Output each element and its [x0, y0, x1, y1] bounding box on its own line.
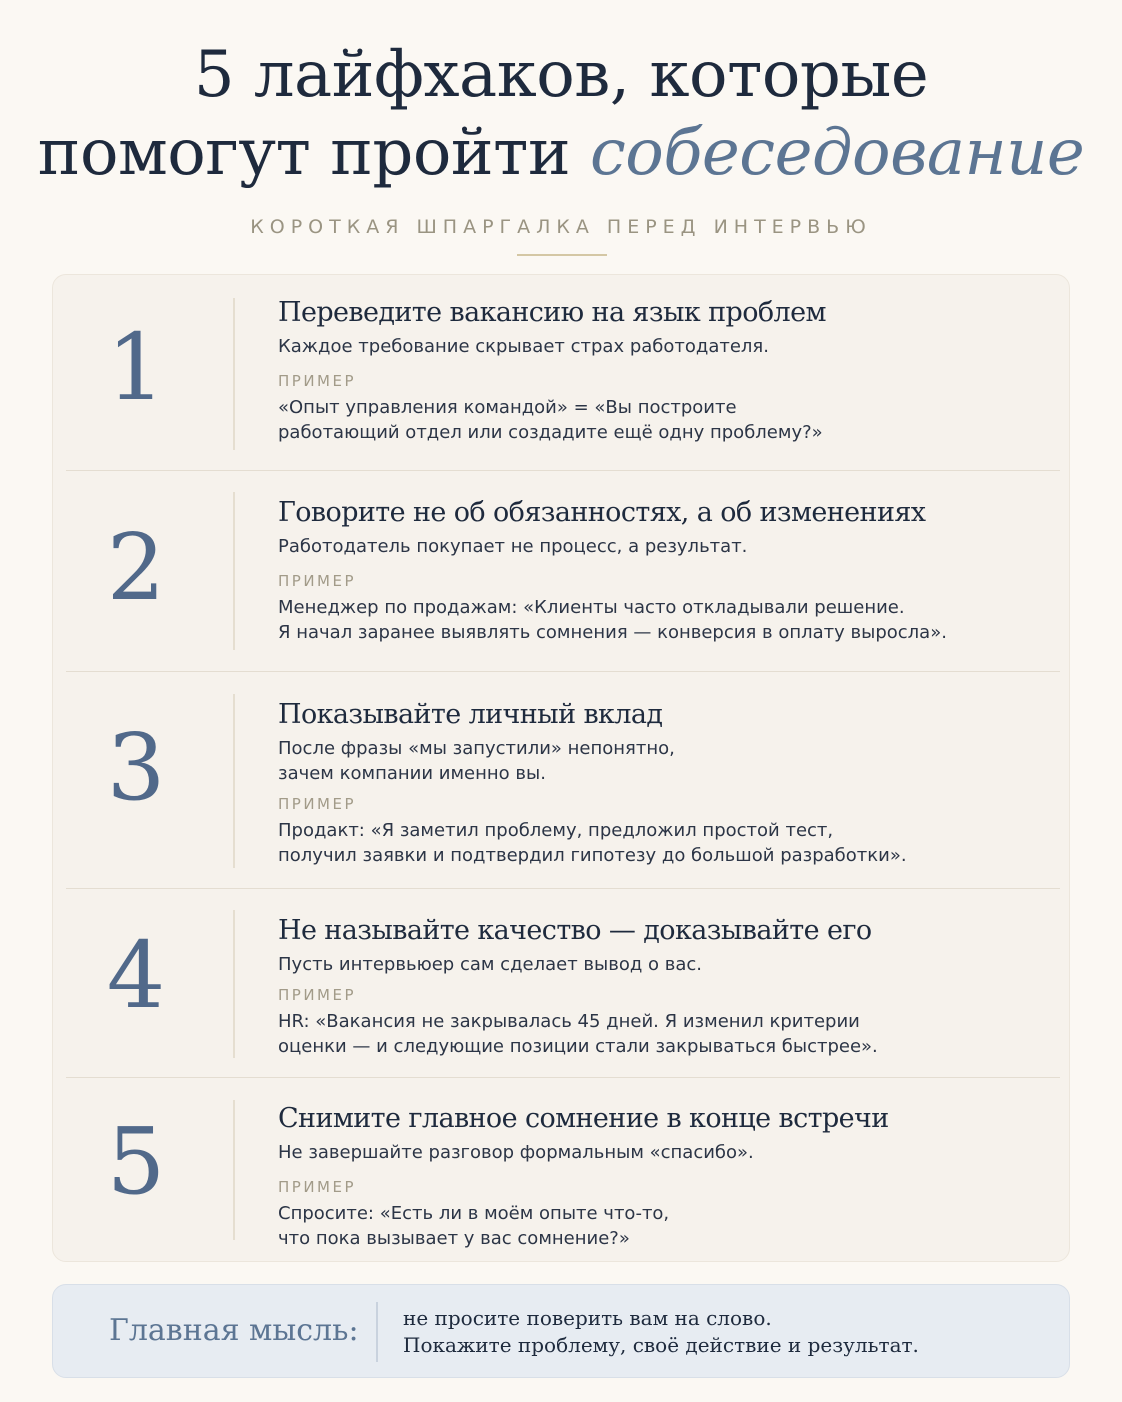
title-accent-word: собеседование: [589, 116, 1085, 190]
tip-example-line: Менеджер по продажам: «Клиенты часто откладывали решение.: [278, 597, 905, 618]
main-idea-text: [403, 1305, 1043, 1359]
main-idea-box: [52, 1284, 1070, 1378]
tip-description-line: Не завершайте разговор формальным «спасибо».: [278, 1142, 754, 1163]
title-line-1: 5 лайфхаков, которые: [193, 38, 929, 112]
tip-number-1: 1: [106, 314, 166, 421]
title-line-2: [0, 114, 1122, 192]
tip-divider-line: [233, 298, 235, 450]
page-title: [0, 36, 1122, 192]
tip-example-line: получил заявки и подтвердил гипотезу до большой разработки».: [278, 845, 907, 866]
tip-number-5: 5: [106, 1108, 166, 1215]
main-idea-line-2: Покажите проблему, своё действие и результат.: [403, 1333, 919, 1357]
tip-divider-line: [233, 910, 235, 1058]
tip-5: [278, 1102, 1058, 1251]
tip-example: [278, 1009, 1058, 1059]
tip-description-line: Пусть интервьюер сам сделает вывод о вас.: [278, 954, 703, 975]
example-label: ПРИМЕР: [278, 372, 357, 390]
tip-description: [278, 736, 1058, 786]
tip-example-line: работающий отдел или создадите ещё одну проблему?»: [278, 422, 823, 443]
title-line-2-plain: помогут пройти: [37, 116, 590, 190]
main-idea-line-1: не просите поверить вам на слово.: [403, 1306, 772, 1330]
tip-separator: [66, 888, 1060, 889]
tip-description-line: зачем компании именно вы.: [278, 763, 546, 784]
tip-1: [278, 296, 1058, 445]
tip-number-4: 4: [106, 922, 166, 1029]
tip-separator: [66, 671, 1060, 672]
tip-example: [278, 1201, 1058, 1251]
tip-example-line: Я начал заранее выявлять сомнения — конверсия в оплату выросла».: [278, 622, 947, 643]
tip-description: [278, 334, 1058, 359]
page-subtitle: КОРОТКАЯ ШПАРГАЛКА ПЕРЕД ИНТЕРВЬЮ: [250, 216, 872, 238]
tip-example-line: Спросите: «Есть ли в моём опыте что-то,: [278, 1203, 670, 1224]
tip-example: [278, 818, 1058, 868]
tip-2: [278, 496, 1058, 645]
example-label: ПРИМЕР: [278, 1178, 357, 1196]
tip-heading: Снимите главное сомнение в конце встречи: [278, 1103, 889, 1134]
tip-heading: Переведите вакансию на язык проблем: [278, 297, 826, 328]
tip-separator: [66, 470, 1060, 471]
tip-description-line: После фразы «мы запустили» непонятно,: [278, 738, 675, 759]
tip-description-line: Каждое требование скрывает страх работодателя.: [278, 336, 769, 357]
tip-divider-line: [233, 1100, 235, 1240]
example-label: ПРИМЕР: [278, 572, 357, 590]
tip-4: [278, 914, 1058, 1059]
tip-description: [278, 534, 1058, 559]
tip-example-line: Продакт: «Я заметил проблему, предложил простой тест,: [278, 820, 834, 841]
subtitle-divider: [517, 254, 607, 256]
tip-description: [278, 952, 1058, 977]
main-idea-divider: [376, 1302, 378, 1362]
tip-separator: [66, 1077, 1060, 1078]
tip-example-line: HR: «Вакансия не закрывалась 45 дней. Я изменил критерии: [278, 1011, 860, 1032]
tip-number-3: 3: [106, 714, 166, 821]
tip-example: [278, 595, 1058, 645]
example-label: ПРИМЕР: [278, 986, 357, 1004]
tip-heading: Говорите не об обязанностях, а об изменениях: [278, 497, 926, 528]
tip-example-line: что пока вызывает у вас сомнение?»: [278, 1228, 630, 1249]
tip-example-line: оценки — и следующие позиции стали закрываться быстрее».: [278, 1036, 878, 1057]
tip-example-line: «Опыт управления командой» = «Вы построите: [278, 397, 737, 418]
example-label: ПРИМЕР: [278, 795, 357, 813]
tip-description: [278, 1140, 1058, 1165]
tip-number-2: 2: [106, 514, 166, 621]
tip-heading: Показывайте личный вклад: [278, 699, 663, 730]
tip-description-line: Работодатель покупает не процесс, а результат.: [278, 536, 748, 557]
tip-divider-line: [233, 694, 235, 868]
tip-divider-line: [233, 492, 235, 650]
tip-example: [278, 395, 1058, 445]
tip-3: [278, 698, 1058, 868]
tip-heading: Не называйте качество — доказывайте его: [278, 915, 872, 946]
main-idea-label: Главная мысль:: [109, 1313, 359, 1348]
